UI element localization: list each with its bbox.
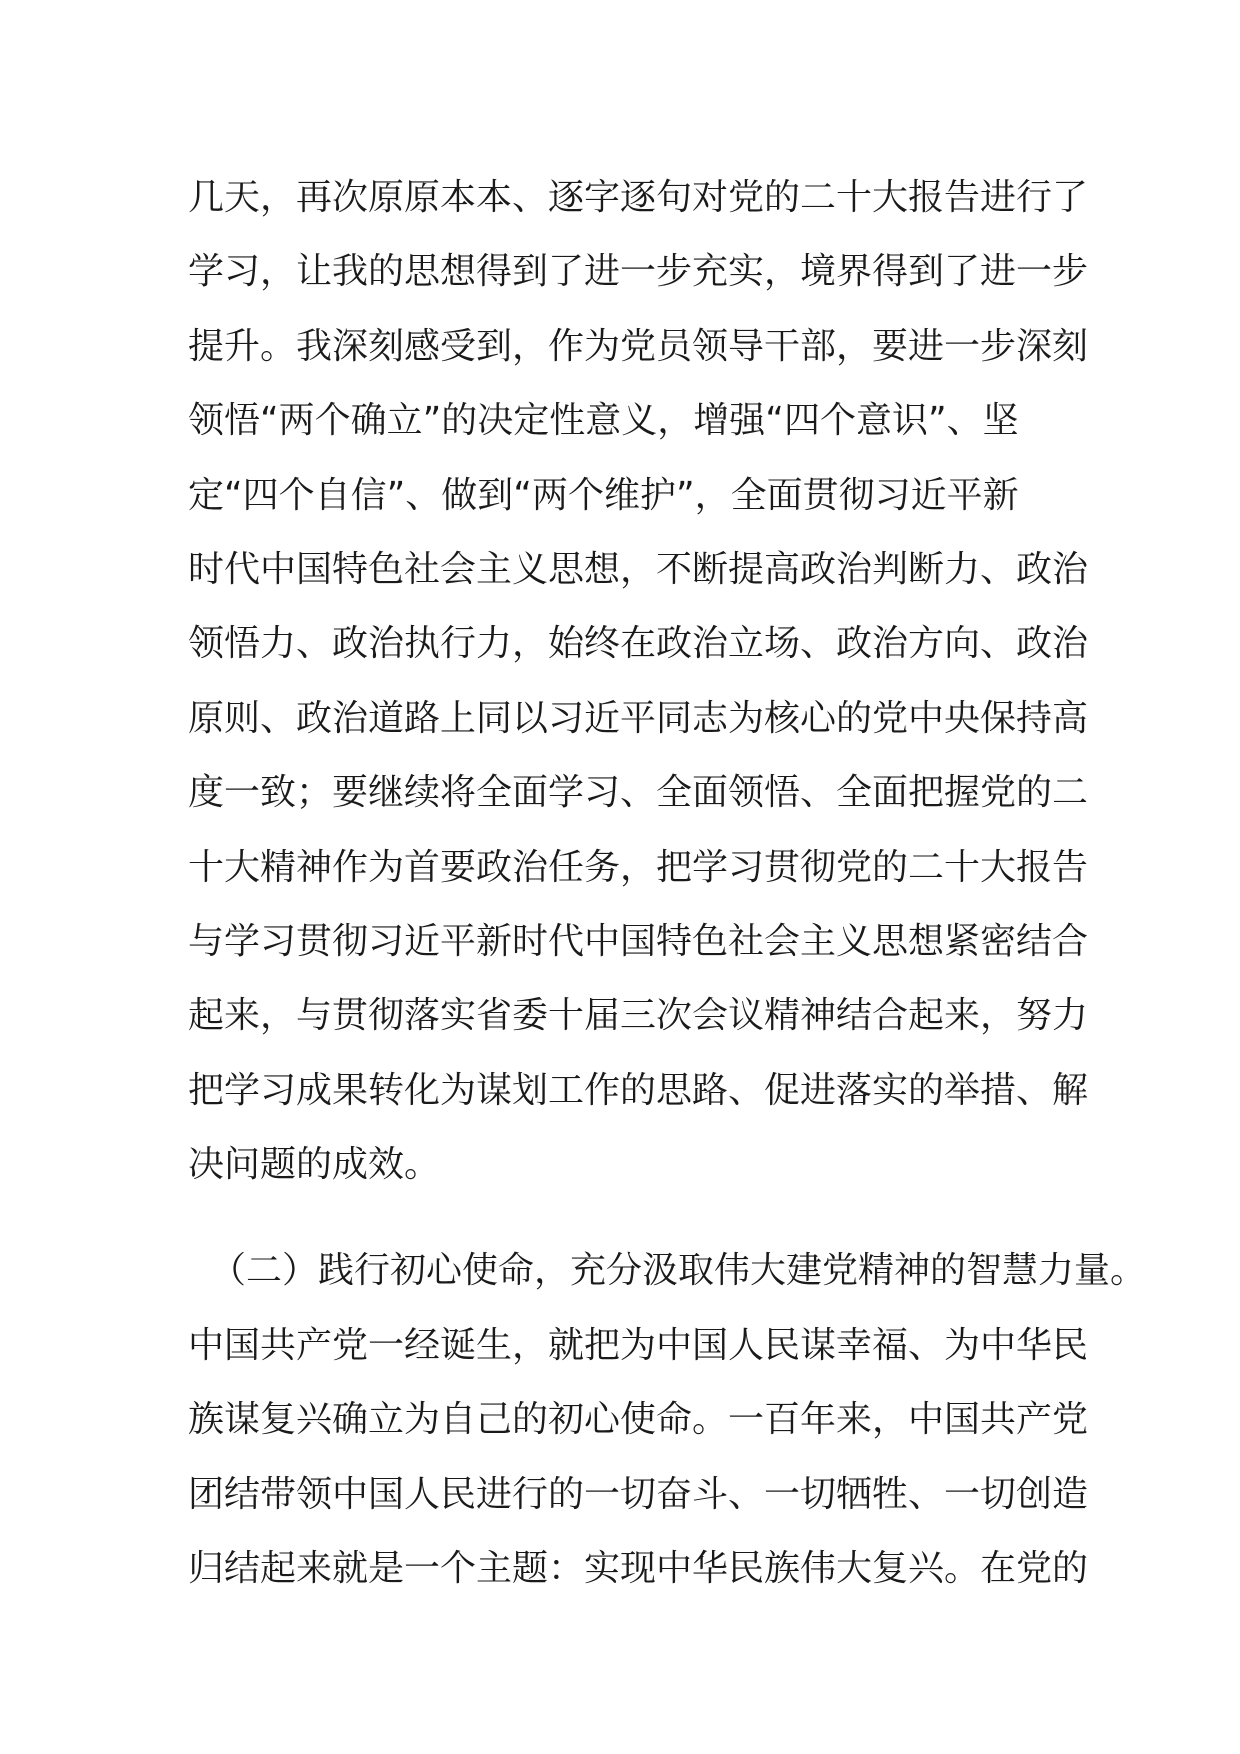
text-line: 原则、政治道路上同以习近平同志为核心的党中央保持高 <box>188 697 1089 739</box>
paragraph-2 <box>188 1241 1147 1613</box>
text-line: 领悟“两个确立”的决定性意义，增强“四个意识”、坚 <box>188 400 1019 442</box>
paragraph-gap <box>188 1209 1068 1241</box>
text-line: 起来，与贯彻落实省委十届三次会议精神结合起来，努力 <box>188 995 1089 1037</box>
text-line: 时代中国特色社会主义思想，不断提高政治判断力、政治 <box>188 548 1089 590</box>
text-line: 团结带领中国人民进行的一切奋斗、一切牺牲、一切创造 <box>188 1473 1089 1515</box>
section-heading-line: （二）践行初心使命，充分汲取伟大建党精神的智慧力量。 <box>210 1250 1147 1292</box>
text-line: 把学习成果转化为谋划工作的思路、促进落实的举措、解 <box>188 1069 1089 1111</box>
text-line: 十大精神作为首要政治任务，把学习贯彻党的二十大报告 <box>188 846 1089 888</box>
text-line: 度一致；要继续将全面学习、全面领悟、全面把握党的二 <box>188 772 1089 814</box>
text-line: 族谋复兴确立为自己的初心使命。一百年来，中国共产党 <box>188 1399 1089 1441</box>
text-line: 决问题的成效。 <box>188 1144 441 1186</box>
text-line: 几天，再次原原本本、逐字逐句对党的二十大报告进行了 <box>188 177 1089 218</box>
text-line: 归结起来就是一个主题：实现中华民族伟大复兴。在党的 <box>188 1548 1089 1590</box>
text-line: 提升。我深刻感受到，作为党员领导干部，要进一步深刻 <box>188 325 1089 367</box>
text-line: 领悟力、政治执行力，始终在政治立场、政治方向、政治 <box>188 623 1089 665</box>
document-body <box>188 168 1147 1613</box>
paragraph-1 <box>188 168 1089 1209</box>
text-line: 定“四个自信”、做到“两个维护”，全面贯彻习近平新 <box>188 474 1019 516</box>
text-line: 学习，让我的思想得到了进一步充实，境界得到了进一步 <box>188 251 1089 293</box>
text-line: 与学习贯彻习近平新时代中国特色社会主义思想紧密结合 <box>188 920 1089 962</box>
text-line: 中国共产党一经诞生，就把为中国人民谋幸福、为中华民 <box>188 1324 1089 1366</box>
